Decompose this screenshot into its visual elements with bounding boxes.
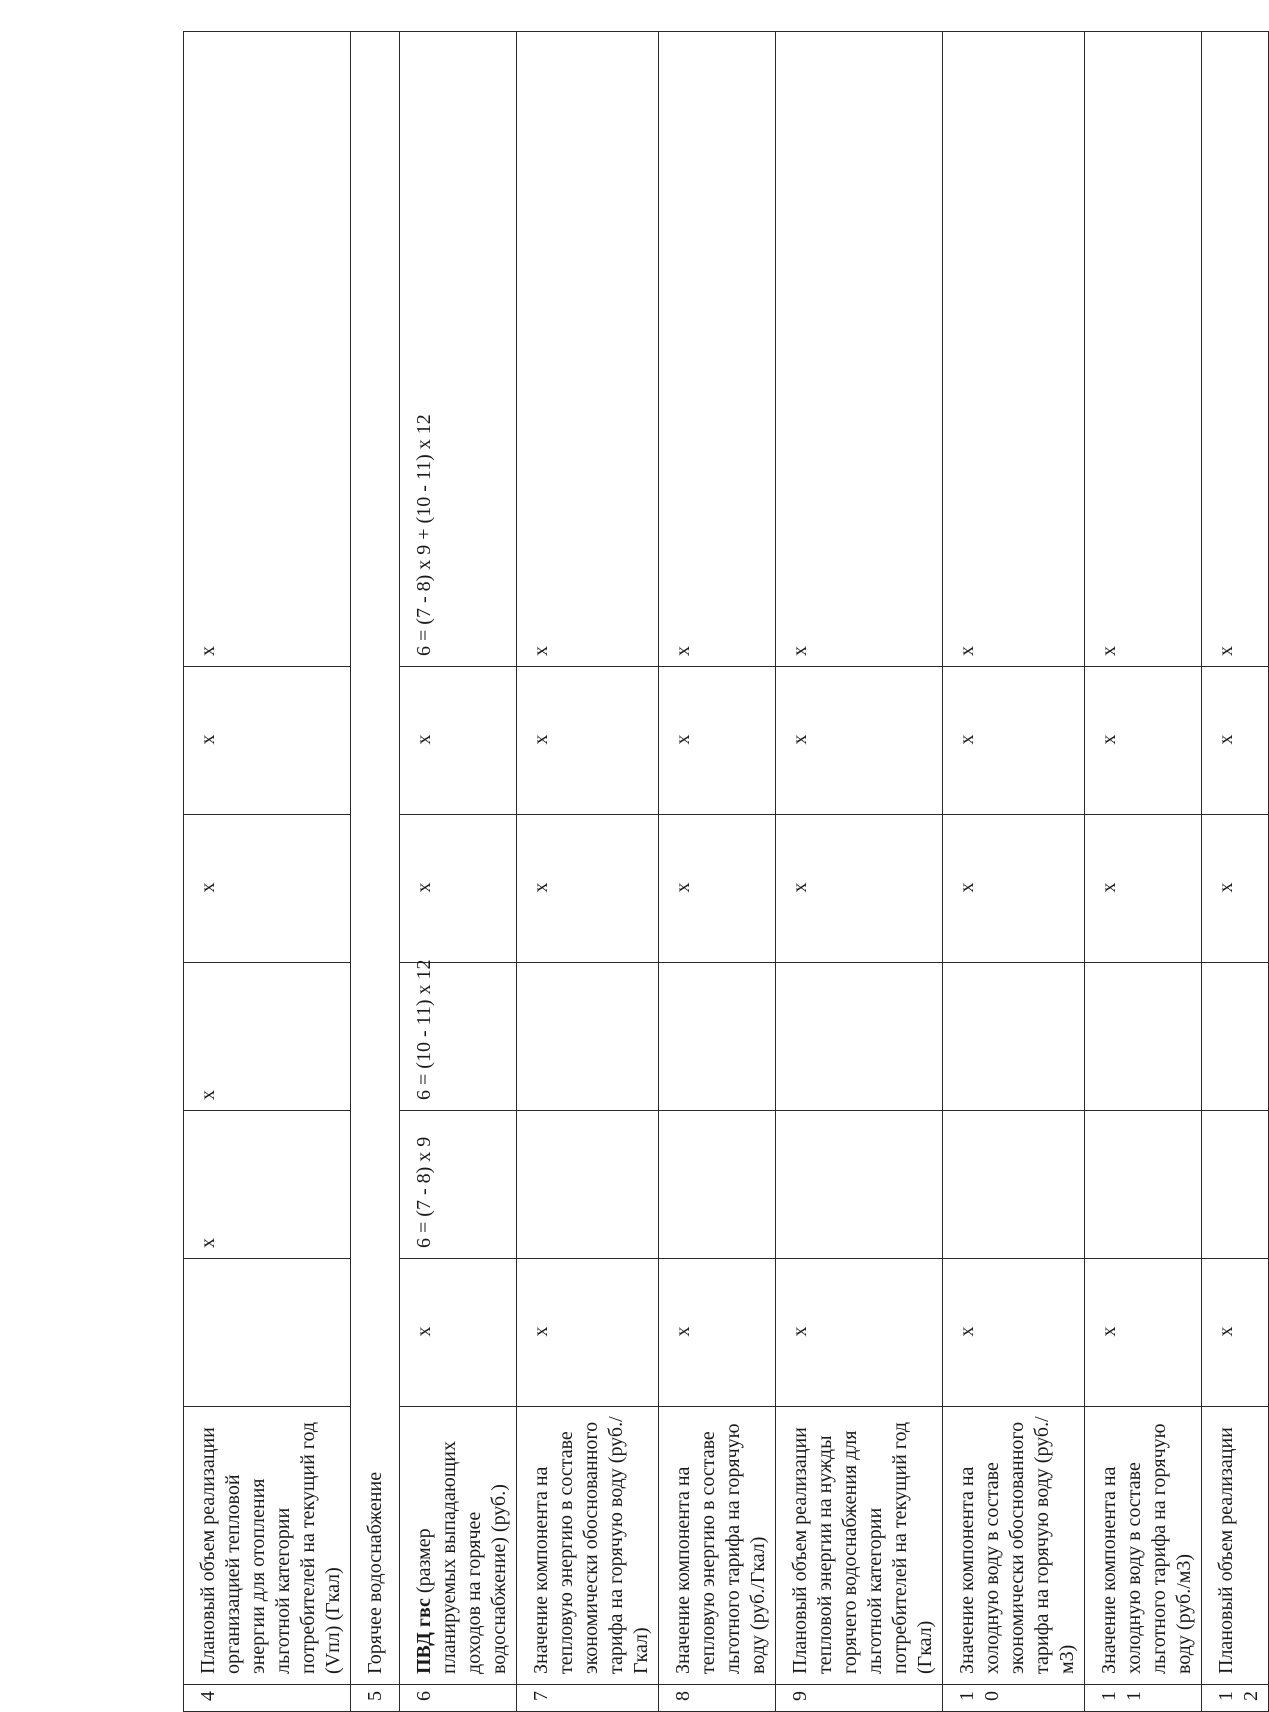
indicator-name	[184, 1407, 351, 1685]
table-row	[351, 32, 400, 1712]
value-cell-c4: x	[517, 815, 659, 963]
indicator-text: Плановый объем реализации тепловой энергии на нужды горячего водоснабжения для льготной категории потребителей на текущий год (Гкал)	[789, 1421, 936, 1674]
row-number: 7	[517, 1685, 659, 1712]
table-row	[1085, 32, 1202, 1712]
value-cell-c6: x	[659, 32, 776, 667]
value-cell-c3	[943, 963, 1085, 1111]
value-cell-c2	[943, 1111, 1085, 1259]
value-cell-c1: x	[1202, 1259, 1269, 1407]
value-cell-c6: x	[1202, 32, 1269, 667]
row-number: 11	[1085, 1685, 1202, 1712]
row-number: 12	[1202, 1685, 1269, 1712]
value-cell-c3	[776, 963, 943, 1111]
value-cell-c6: x	[776, 32, 943, 667]
table-row	[943, 32, 1085, 1712]
indicator-name	[400, 1407, 517, 1685]
section-heading: Горячее водоснабжение	[351, 32, 400, 1685]
value-cell-c5: x	[1085, 667, 1202, 815]
table-row	[776, 32, 943, 1712]
indicator-text: Плановый объем реализации	[1215, 1427, 1237, 1674]
table-row	[1202, 32, 1269, 1712]
indicator-text: Плановый объем реализации организацией тепловой энергии для отопления льготной категории потребителей на текущий год (Vпл) (Гкал)	[197, 1421, 344, 1674]
indicator-text: Значение компонента на тепловую энергию в составе экономически обоснованного тарифа на горячую воду (руб./Гкал)	[530, 1416, 652, 1674]
value-cell-c4: x	[184, 815, 351, 963]
value-cell-c2	[776, 1111, 943, 1259]
indicator-name	[1085, 1407, 1202, 1685]
value-cell-c3	[659, 963, 776, 1111]
value-cell-c3	[1202, 963, 1269, 1111]
indicator-name	[943, 1407, 1085, 1685]
table-row	[400, 32, 517, 1712]
value-cell-c1: x	[400, 1259, 517, 1407]
value-cell-c6: 6 = (7 - 8) x 9 + (10 - 11) x 12	[400, 32, 517, 667]
value-cell-c3: 6 = (10 - 11) x 12	[400, 963, 517, 1111]
table-row	[184, 32, 351, 1712]
indicator-name	[659, 1407, 776, 1685]
value-cell-c1: x	[659, 1259, 776, 1407]
value-cell-c1: x	[776, 1259, 943, 1407]
value-cell-c2	[517, 1111, 659, 1259]
row-number: 6	[400, 1685, 517, 1712]
value-cell-c4: x	[943, 815, 1085, 963]
value-cell-c1	[184, 1259, 351, 1407]
value-cell-c6: x	[943, 32, 1085, 667]
table-body	[184, 32, 1269, 1712]
value-cell-c2	[659, 1111, 776, 1259]
value-cell-c6: x	[517, 32, 659, 667]
rotated-page	[183, 32, 1262, 1712]
indicator-text: Значение компонента на тепловую энергию в составе льготного тарифа на горячую воду (руб./Гкал)	[672, 1423, 769, 1674]
value-cell-c5: x	[400, 667, 517, 815]
indicator-code: ПВД гвс	[413, 1598, 435, 1674]
value-cell-c1: x	[1085, 1259, 1202, 1407]
value-cell-c1: x	[517, 1259, 659, 1407]
value-cell-c5: x	[1202, 667, 1269, 815]
value-cell-c1: x	[943, 1259, 1085, 1407]
value-cell-c4: x	[659, 815, 776, 963]
value-cell-c3	[1085, 963, 1202, 1111]
value-cell-c4: x	[400, 815, 517, 963]
row-number: 10	[943, 1685, 1085, 1712]
value-cell-c2	[1085, 1111, 1202, 1259]
value-cell-c4: x	[1085, 815, 1202, 963]
value-cell-c5: x	[517, 667, 659, 815]
indicator-name	[1202, 1407, 1269, 1685]
value-cell-c4: x	[776, 815, 943, 963]
table-row	[517, 32, 659, 1712]
value-cell-c2: x	[184, 1111, 351, 1259]
row-number: 8	[659, 1685, 776, 1712]
value-cell-c2	[1202, 1111, 1269, 1259]
indicator-text: Значение компонента на холодную воду в составе льготного тарифа на горячую воду (руб./м3)	[1098, 1423, 1195, 1674]
value-cell-c3	[517, 963, 659, 1111]
indicator-text: (размер планируемых выпадающих доходов на горячее водоснабжение) (руб.)	[413, 1441, 510, 1674]
value-cell-c5: x	[659, 667, 776, 815]
table-row	[659, 32, 776, 1712]
value-cell-c5: x	[776, 667, 943, 815]
row-number: 5	[351, 1685, 400, 1712]
row-number: 4	[184, 1685, 351, 1712]
indicator-name	[517, 1407, 659, 1685]
value-cell-c5: x	[184, 667, 351, 815]
value-cell-c5: x	[943, 667, 1085, 815]
row-number: 9	[776, 1685, 943, 1712]
value-cell-c2: 6 = (7 - 8) x 9	[400, 1111, 517, 1259]
value-cell-c4: x	[1202, 815, 1269, 963]
value-cell-c6: x	[184, 32, 351, 667]
indicator-text: Значение компонента на холодную воду в составе экономически обоснованного тарифа на горячую воду (руб./м3)	[956, 1416, 1078, 1674]
tariff-table	[183, 31, 1269, 1712]
value-cell-c3: x	[184, 963, 351, 1111]
indicator-name	[776, 1407, 943, 1685]
value-cell-c6: x	[1085, 32, 1202, 667]
